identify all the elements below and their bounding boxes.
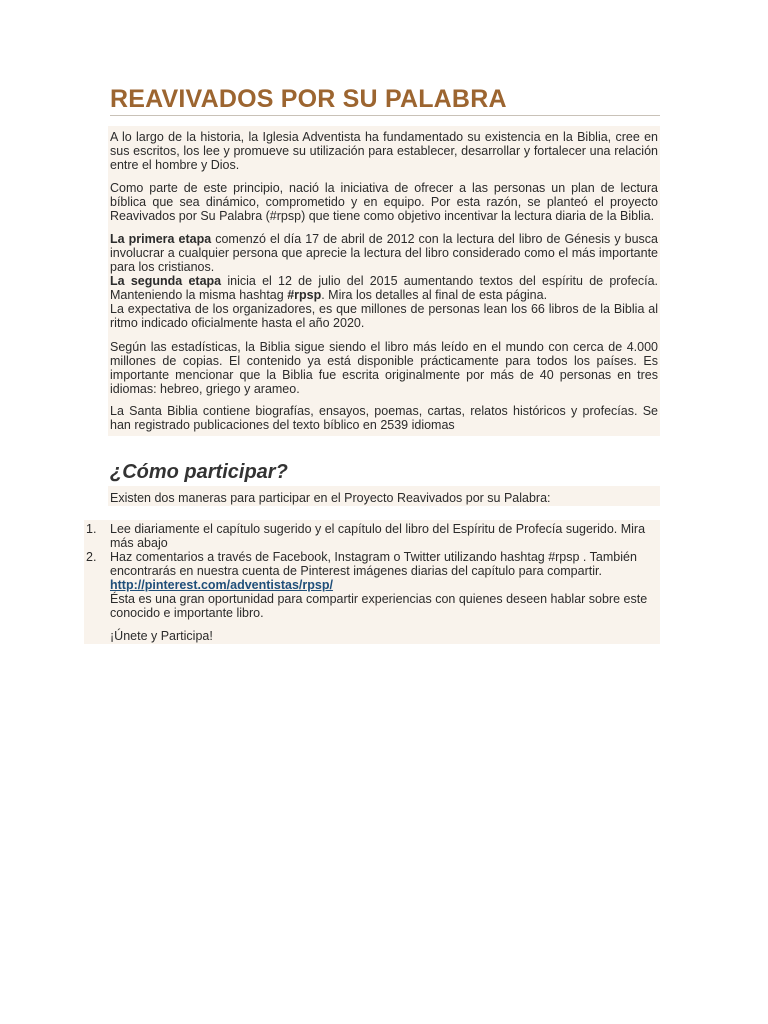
section-heading: ¿Cómo participar? bbox=[110, 461, 288, 483]
list-item-text: Haz comentarios a través de Facebook, Instagram o Twitter utilizando hashtag #rpsp . También encontrarás en nuestra cuenta de Pinterest imágenes diarias del capítulo para compartir. bbox=[110, 550, 637, 578]
expectation-paragraph: La expectativa de los organizadores, es que millones de personas lean los 66 libros de la Biblia al ritmo indicado oficialmente hasta el año 2020. bbox=[110, 302, 658, 330]
second-stage-text-b: . Mira los detalles al final de esta página. bbox=[321, 288, 548, 302]
list-item-followup: Ésta es una gran oportunidad para compartir experiencias con quienes deseen hablar sobre este conocido e importante libro. bbox=[110, 592, 648, 620]
list-item bbox=[84, 522, 658, 550]
pinterest-link[interactable]: http://pinterest.com/adventistas/rpsp/ bbox=[110, 578, 333, 592]
principle-paragraph: Como parte de este principio, nació la iniciativa de ofrecer a las personas un plan de lectura bíblica que sea dinámico, comprometido y en equipo. Por esta razón, se planteó el proyecto Reavivados por Su Palabra (#rpsp) que tiene como objetivo incentivar la lectura diaria de la Biblia. bbox=[110, 181, 658, 223]
first-stage-paragraph bbox=[110, 232, 658, 274]
list-item-number: 2. bbox=[86, 550, 97, 564]
participation-list bbox=[84, 522, 658, 643]
first-stage-text: comenzó el día 17 de abril de 2012 con la lectura del libro de Génesis y busca involucrar a cualquier persona que aprecie la lectura del libro considerado como el más importante para los cristianos. bbox=[110, 232, 658, 274]
second-stage-paragraph bbox=[110, 274, 658, 302]
second-stage-hashtag: #rpsp bbox=[287, 288, 322, 302]
section-intro: Existen dos maneras para participar en el Proyecto Reavivados por su Palabra: bbox=[110, 491, 551, 505]
list-item-text: Lee diariamente el capítulo sugerido y el capítulo del libro del Espíritu de Profecía sugerido. Mira más abajo bbox=[110, 522, 646, 550]
second-stage-label: La segunda etapa bbox=[110, 274, 222, 288]
closing-text: ¡Únete y Participa! bbox=[110, 629, 213, 643]
list-item-number: 1. bbox=[86, 522, 97, 536]
list-item bbox=[84, 550, 658, 643]
languages-paragraph: La Santa Biblia contiene biografías, ensayos, poemas, cartas, relatos históricos y profecías. Se han registrado publicaciones del texto bíblico en 2539 idiomas bbox=[110, 404, 658, 432]
intro-paragraph: A lo largo de la historia, la Iglesia Adventista ha fundamentado su existencia en la Biblia, cree en sus escritos, los lee y promueve su utilización para establecer, desarrollar y fortalecer una relación entre el hombre y Dios. bbox=[110, 130, 658, 172]
first-stage-label: La primera etapa bbox=[110, 232, 212, 246]
statistics-paragraph: Según las estadísticas, la Biblia sigue siendo el libro más leído en el mundo con cerca de 4.000 millones de copias. El contenido ya está disponible prácticamente para todos los países. Es importante mencionar que la Biblia fue escrita originalmente por más de 40 personas en tres idiomas: hebreo, griego y arameo. bbox=[110, 340, 658, 396]
second-stage-text-a: inicia el 12 de julio del 2015 aumentando textos del espíritu de profecía. Manteniendo la misma hashtag bbox=[110, 274, 658, 302]
page-title: REAVIVADOS POR SU PALABRA bbox=[110, 84, 660, 116]
